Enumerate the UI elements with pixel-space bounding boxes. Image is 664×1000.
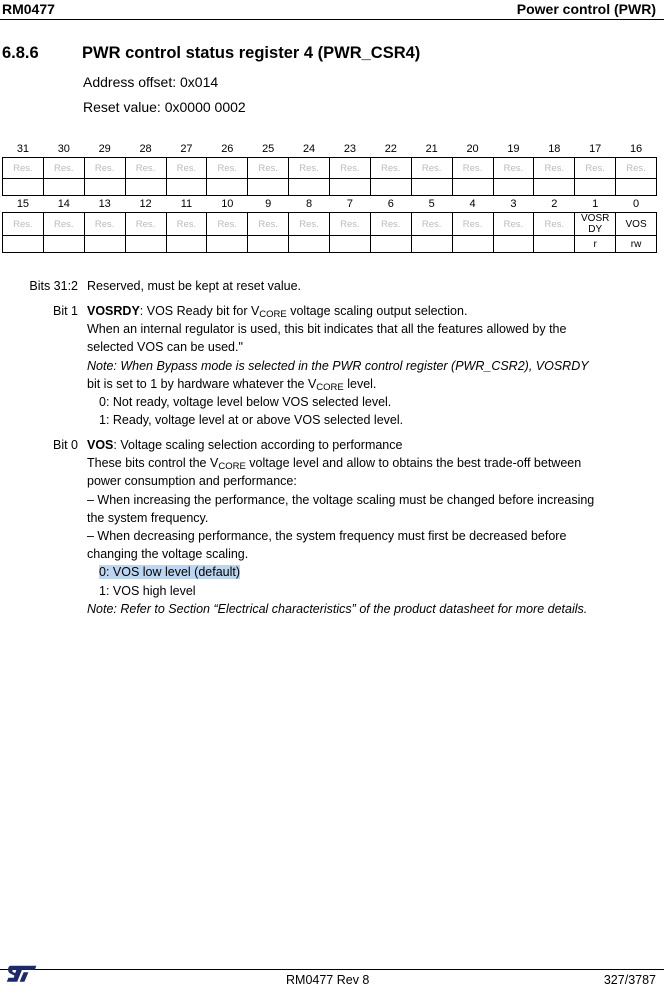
bit-number: 14 (57, 198, 70, 210)
page-number: 327/3787 (603, 973, 656, 987)
bit-number: 21 (425, 143, 438, 155)
field-name-cell: Res. (3, 213, 44, 236)
field-name: VOSRDY (87, 304, 140, 318)
bit-number: 7 (346, 198, 353, 210)
field-name-cell: Res. (3, 158, 44, 179)
field-name-cell: Res. (534, 213, 575, 236)
bit-number-row (3, 138, 657, 158)
access-cell (411, 236, 452, 253)
revision: RM0477 Rev 8 (286, 973, 370, 987)
bit-number: 8 (306, 198, 313, 210)
doc-id: RM0477 (2, 1, 55, 17)
field-name-cell: Res. (43, 158, 84, 179)
section-title: PWR control status register 4 (PWR_CSR4) (82, 44, 421, 62)
field-name-cell: Res. (207, 213, 248, 236)
field-name-cell: Res. (125, 213, 166, 236)
bit-number: 25 (262, 143, 275, 155)
section-heading (2, 44, 420, 63)
bit-number: 11 (180, 198, 193, 210)
field-name-cell: Res. (575, 158, 616, 179)
access-cell (534, 236, 575, 253)
chapter-title: Power control (PWR) (516, 1, 656, 17)
field-name-cell: Res. (411, 213, 452, 236)
field-name-cell: Res. (411, 158, 452, 179)
bit-number: 9 (265, 198, 272, 210)
field-name-cell: Res. (370, 213, 411, 236)
field-name-cell: Res. (534, 158, 575, 179)
bit-number: 22 (384, 143, 397, 155)
bit-number: 20 (466, 143, 479, 155)
section-number: 6.8.6 (2, 44, 39, 62)
field-name-cell: Res. (493, 213, 534, 236)
field-name-cell: Res. (125, 158, 166, 179)
access-cell: rw (616, 236, 657, 253)
field-name-cell: VOSR DY (575, 213, 616, 236)
field-name-cell: VOS (616, 213, 657, 236)
field-name-cell: Res. (493, 158, 534, 179)
value-option: 0: Not ready, voltage level below VOS selected level. (99, 395, 392, 410)
bit-number: 2 (551, 198, 558, 210)
reset-value: Reset value: 0x0000 0002 (83, 99, 246, 115)
field-name-cell: Res. (207, 158, 248, 179)
st-logo-icon (6, 962, 38, 984)
bit-number: 29 (98, 143, 111, 155)
field-name-cell: Res. (330, 158, 371, 179)
access-cell (248, 236, 289, 253)
bit-number: 15 (16, 198, 30, 210)
bit-number: 17 (589, 143, 602, 155)
bit-number: 5 (428, 198, 435, 210)
access-cell (330, 236, 371, 253)
bit-number: 10 (221, 198, 234, 210)
bit-number-row (3, 193, 657, 213)
bit-label: Bit 1 (52, 304, 78, 318)
bit-1-desc: VOSRDY: VOS Ready bit for $V_{CORE}$ voltage scaling output selection. When an internal regulator is used, this bit indicates that all the features allowed by the selected VOS can be used." Note: When Bypass mode is selected in the PWR control register (PWR_CSR2), VOSRDY bit is set to 1 by hardware whatever the $V_{CORE}$ level. 0: Not ready, voltage level below VOS selected level. 1: Ready, voltage level at or above VOS selected level. (87, 302, 589, 429)
bit-number: 28 (139, 143, 152, 155)
selected-text[interactable]: 0: VOS low level (default) (99, 565, 241, 580)
access-cell (3, 236, 44, 253)
bit-number: 18 (548, 143, 561, 155)
bit-number: 19 (507, 143, 520, 155)
bit-label: Bit 0 (52, 438, 78, 452)
access-row (3, 236, 657, 253)
bit-number: 27 (180, 143, 193, 155)
address-offset: Address offset: 0x014 (83, 74, 219, 90)
access-cell (452, 236, 493, 253)
access-cell (370, 236, 411, 253)
field-name-cell: Res. (84, 213, 125, 236)
bit-number: 31 (16, 143, 30, 155)
field-name: VOS (87, 438, 114, 452)
access-cell (43, 236, 84, 253)
bit-number: 4 (469, 198, 476, 210)
field-name-cell: Res. (289, 213, 330, 236)
register-map-low (2, 193, 657, 253)
field-name-row (3, 213, 657, 236)
bit-number: 0 (633, 198, 640, 210)
bit-number: 1 (592, 198, 599, 210)
field-name-cell: Res. (289, 158, 330, 179)
page-header (0, 0, 664, 20)
page-footer (0, 969, 664, 1000)
field-name-cell: Res. (248, 158, 289, 179)
bit-number: 3 (510, 198, 517, 210)
note: Note: When Bypass mode is selected in the PWR control register (PWR_CSR2), VOSRDY (87, 358, 589, 373)
access-cell (493, 236, 534, 253)
bit-number: 26 (221, 143, 234, 155)
bit-31-2-desc: Reserved, must be kept at reset value. (87, 279, 301, 293)
register-map-high (2, 138, 657, 196)
bit-number: 23 (343, 143, 357, 155)
field-name-cell: Res. (330, 213, 371, 236)
value-option: 1: Ready, voltage level at or above VOS selected level. (99, 413, 404, 428)
field-name-cell: Res. (370, 158, 411, 179)
field-name-cell: Res. (166, 213, 207, 236)
bit-0-desc: VOS: Voltage scaling selection according to performance These bits control the $V_{CORE}$ voltage level and allow to obtains the best trade-off between power consumption and performance: – When increasing the performance, the voltage scaling must be changed before increasing the system frequency. – When decreasing performance, the system frequency must first be decreased before changing the voltage scaling. 0: VOS low level (default) 1: VOS high level Note: Refer to Section “Electrical characteristics” of the product datasheet for more details. (87, 436, 594, 618)
field-name-cell: Res. (452, 158, 493, 179)
bit-number: 12 (139, 198, 152, 210)
field-name-cell: Res. (166, 158, 207, 179)
bit-number: 30 (57, 143, 70, 155)
access-cell (289, 236, 330, 253)
field-name-cell: Res. (84, 158, 125, 179)
access-cell (207, 236, 248, 253)
field-name-cell: Res. (248, 213, 289, 236)
field-name-cell: Res. (616, 158, 657, 179)
note: Note: Refer to Section “Electrical characteristics” of the product datasheet for more details. (87, 601, 588, 616)
field-name-cell: Res. (43, 213, 84, 236)
access-cell (84, 236, 125, 253)
bit-number: 24 (302, 143, 316, 155)
bit-number: 16 (629, 143, 643, 155)
field-name-row (3, 158, 657, 179)
field-name-cell: Res. (452, 213, 493, 236)
access-cell (166, 236, 207, 253)
access-cell: r (575, 236, 616, 253)
bit-label: Bits 31:2 (29, 279, 78, 293)
bit-number: 6 (387, 198, 394, 210)
value-option: 1: VOS high level (99, 583, 196, 598)
access-cell (125, 236, 166, 253)
bit-number: 13 (98, 198, 111, 210)
